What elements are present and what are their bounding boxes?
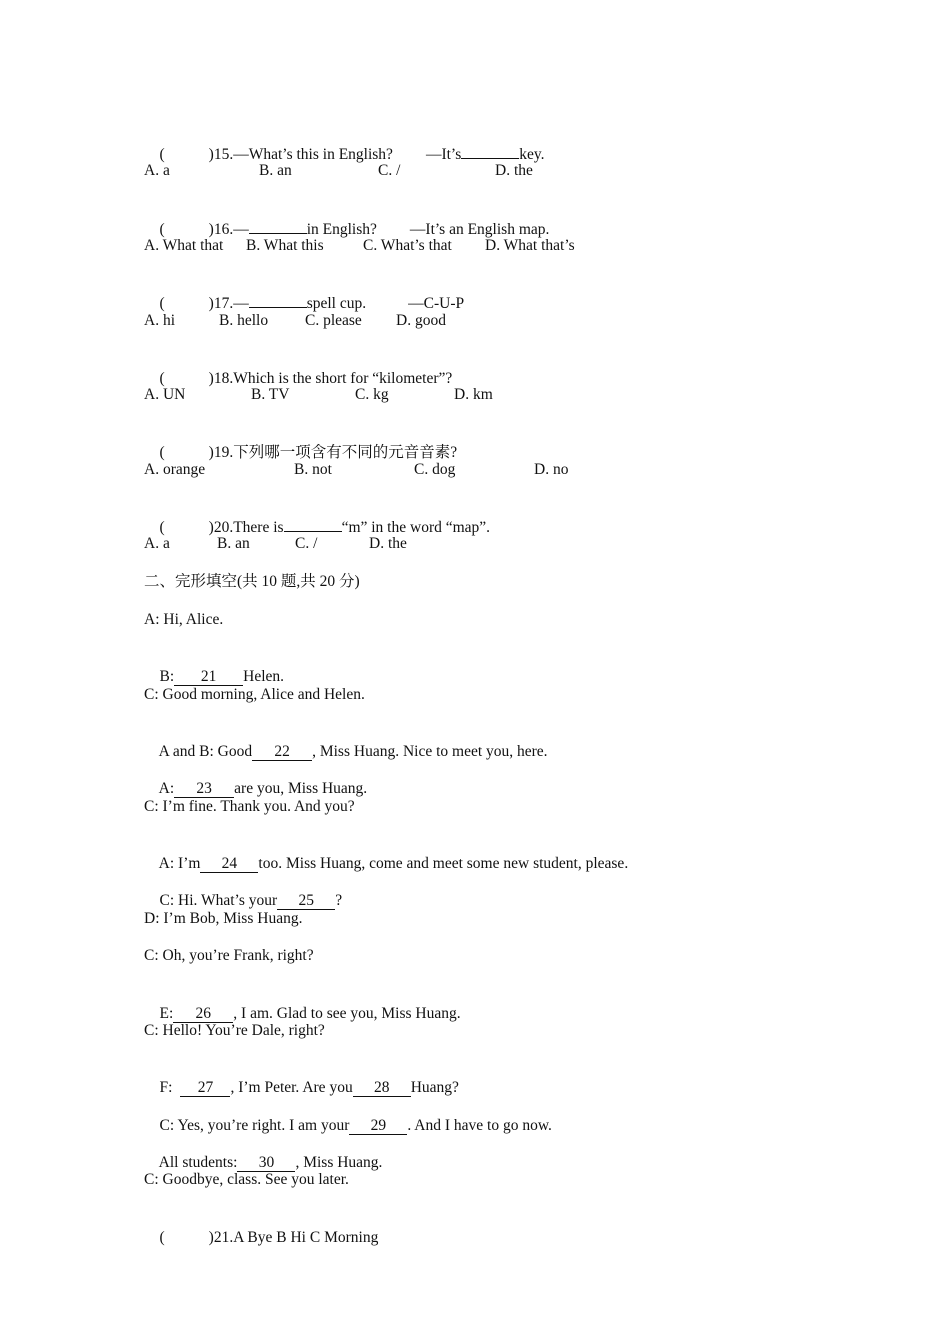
option-d: D. no bbox=[534, 461, 569, 478]
line-text: , I am. Glad to see you, Miss Huang. bbox=[233, 1005, 461, 1022]
option-a: A. What that bbox=[144, 237, 224, 254]
option-c: C. kg bbox=[355, 386, 389, 403]
option-a: A. a bbox=[144, 162, 170, 179]
answer-paren: ( bbox=[159, 146, 165, 163]
question-stem: )16.— bbox=[208, 221, 249, 238]
answer-blank: 27 bbox=[180, 1080, 230, 1097]
section-heading: 二、完形填空(共 10 题,共 20 分) bbox=[144, 573, 360, 590]
option-b: B. hello bbox=[219, 312, 269, 329]
option-c: C. / bbox=[295, 535, 318, 552]
reply-text: —It’s an English map. bbox=[409, 221, 550, 238]
answer-paren: ( bbox=[159, 1229, 165, 1246]
answer-paren: ( bbox=[159, 519, 165, 536]
speaker-text: A: bbox=[158, 780, 175, 797]
speaker-text: B: bbox=[159, 668, 175, 685]
line-text: Huang? bbox=[410, 1079, 459, 1096]
option-d: D. the bbox=[369, 535, 407, 552]
answer-paren: ( bbox=[159, 295, 165, 312]
answer-blank: 28 bbox=[353, 1080, 411, 1097]
question-stem: )15.—What’s this in English? bbox=[208, 146, 393, 163]
question-tail: in English? bbox=[306, 221, 377, 238]
option-c: C. dog bbox=[414, 461, 456, 478]
line-text: , I’m Peter. Are you bbox=[230, 1079, 353, 1096]
answer-blank: 23 bbox=[174, 781, 234, 798]
answer-blank bbox=[461, 158, 519, 159]
line-text: are you, Miss Huang. bbox=[234, 780, 368, 797]
answer-blank: 21 bbox=[174, 669, 243, 686]
option-d: D. the bbox=[495, 162, 533, 179]
option-b: B. an bbox=[259, 162, 292, 179]
answer-blank: 29 bbox=[349, 1118, 407, 1135]
speaker-text: C: Hi. What’s your bbox=[159, 892, 278, 909]
answer-blank bbox=[249, 307, 307, 308]
question-tail: “m” in the word “map”. bbox=[341, 519, 491, 536]
dialogue-line: C: Good morning, Alice and Helen. bbox=[144, 686, 365, 703]
speaker-text: A: I’m bbox=[158, 855, 201, 872]
answer-blank: 30 bbox=[237, 1155, 295, 1172]
option-b: B. an bbox=[217, 535, 250, 552]
option-c: C. What’s that bbox=[363, 237, 452, 254]
dialogue-line: C: Goodbye, class. See you later. bbox=[144, 1171, 349, 1188]
line-text: too. Miss Huang, come and meet some new student, please. bbox=[258, 855, 629, 872]
answer-paren: ( bbox=[159, 370, 165, 387]
answer-blank bbox=[284, 531, 342, 532]
question-18 bbox=[144, 349, 452, 409]
option-a: A. hi bbox=[144, 312, 175, 329]
option-b: B. not bbox=[294, 461, 332, 478]
reply-text: —It’s bbox=[425, 146, 462, 163]
option-d: D. km bbox=[454, 386, 493, 403]
dialogue-line: C: I’m fine. Thank you. And you? bbox=[144, 798, 355, 815]
speaker-text: F: bbox=[159, 1079, 173, 1096]
speaker-text: A and B: Good bbox=[158, 743, 253, 760]
option-d: D. good bbox=[396, 312, 446, 329]
answer-blank bbox=[249, 233, 307, 234]
option-b: B. TV bbox=[251, 386, 290, 403]
option-a: A. UN bbox=[144, 386, 186, 403]
question-tail: key. bbox=[519, 146, 545, 163]
option-c: C. / bbox=[378, 162, 401, 179]
answer-paren: ( bbox=[159, 221, 165, 238]
speaker-text: All students: bbox=[158, 1154, 238, 1171]
answer-paren: ( bbox=[159, 444, 165, 461]
speaker-text: E: bbox=[159, 1005, 174, 1022]
option-c: C. please bbox=[305, 312, 362, 329]
option-a: A. orange bbox=[144, 461, 206, 478]
answer-blank: 26 bbox=[173, 1006, 233, 1023]
question-stem: )21.A Bye B Hi C Morning bbox=[208, 1229, 379, 1246]
dialogue-line: C: Hello! You’re Dale, right? bbox=[144, 1022, 325, 1039]
reply-text: —C-U-P bbox=[408, 295, 465, 312]
answer-blank: 24 bbox=[200, 856, 258, 873]
option-b: B. What this bbox=[246, 237, 324, 254]
speaker-text: C: Yes, you’re right. I am your bbox=[159, 1117, 350, 1134]
question-21 bbox=[144, 1208, 378, 1268]
dialogue-line: C: Oh, you’re Frank, right? bbox=[144, 947, 314, 964]
dialogue-line: D: I’m Bob, Miss Huang. bbox=[144, 910, 303, 927]
question-stem: )20.There is bbox=[208, 519, 284, 536]
question-stem: )18.Which is the short for “kilometer”? bbox=[208, 370, 453, 387]
line-text: , Miss Huang. bbox=[295, 1154, 383, 1171]
dialogue-line: A: Hi, Alice. bbox=[144, 611, 224, 628]
line-text: . And I have to go now. bbox=[407, 1117, 552, 1134]
line-text: Helen. bbox=[243, 668, 285, 685]
question-stem: )17.— bbox=[208, 295, 249, 312]
question-15 bbox=[144, 125, 545, 185]
answer-blank: 22 bbox=[252, 744, 312, 761]
line-text: ? bbox=[335, 892, 343, 909]
question-tail: spell cup. bbox=[306, 295, 367, 312]
option-d: D. What that’s bbox=[485, 237, 575, 254]
answer-blank: 25 bbox=[277, 893, 335, 910]
question-stem: )19.下列哪一项含有不同的元音音素? bbox=[208, 444, 458, 461]
option-a: A. a bbox=[144, 535, 170, 552]
line-text: , Miss Huang. Nice to meet you, here. bbox=[312, 743, 548, 760]
